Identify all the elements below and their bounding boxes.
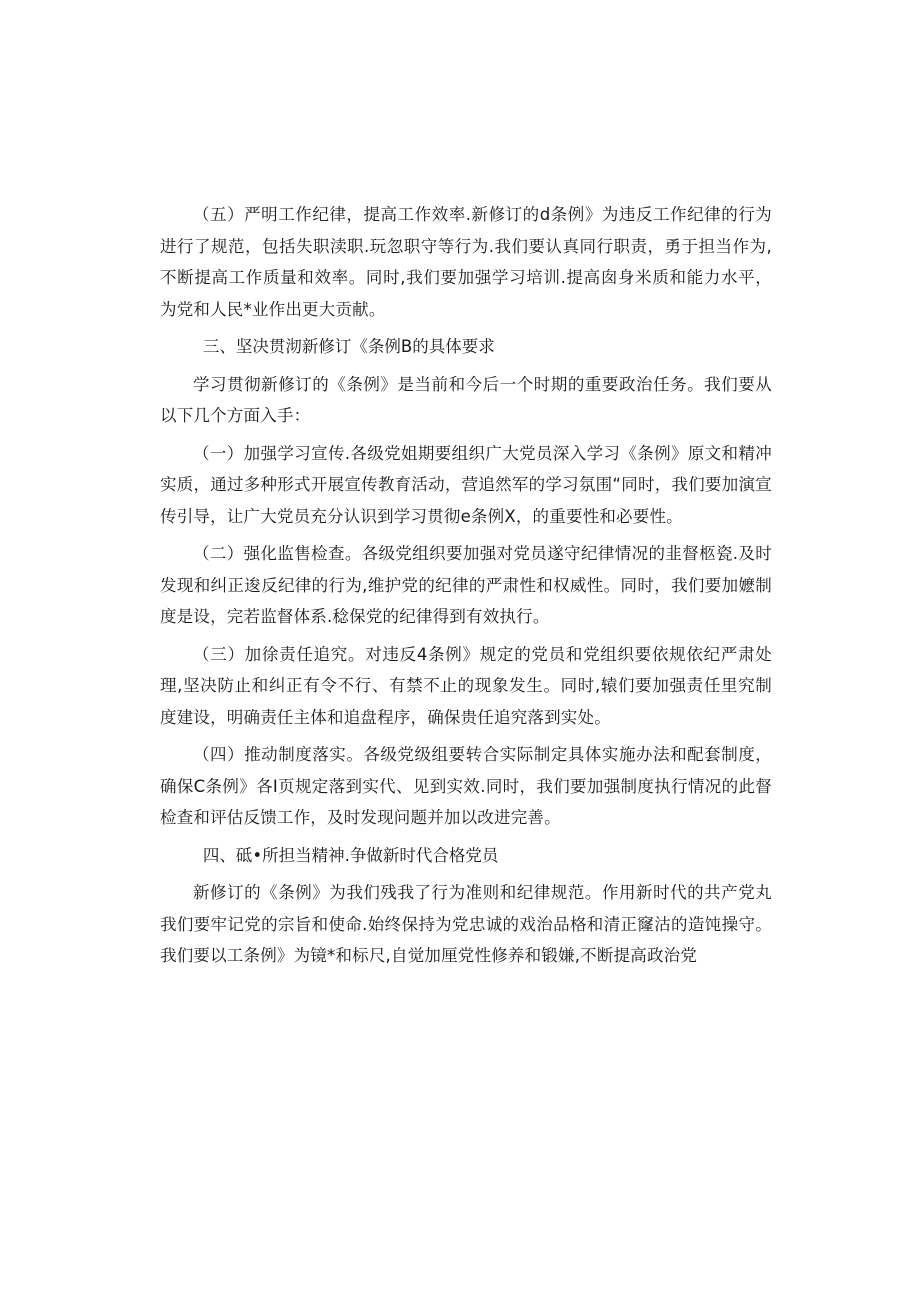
section-4-heading: 四、砥•所担当精神.争做新时代合格党员 — [202, 845, 499, 865]
paragraph-1-publicity: （一）加强学习宣传.各级党姐期要组织广大党员深入学习《条例》原文和精冲实质，通过多种形式开展宣传教育活动，营追然军的学习氛围“同时，我们要加演宣传引导，让广大党员充分认识到学习贯彻e条例X，的重要性和必要性。 — [160, 443, 772, 526]
section-3-heading: 三、坚决贯沏新修订《条例B的具体要求 — [202, 337, 495, 356]
paragraph-new-era: 新修订的《条例》为我们残我了行为准则和纪律规范。作用新时代的共产党丸我们要牢记党的宗旨和使命.始终保持为党忠诚的戏治品格和清正窿沽的造饨操守。我们要以工条例》为镜*和标尺,自觉加厘党性修养和锻嫌,不断提高政治党 — [160, 883, 772, 965]
paragraph-5-work-discipline: （五）严明工作纪律，提高工作效率.新修订的d条例》为违反工作纪律的行为进行了规范，包括失职渎职.玩忽职守等行为.我们要认真同行职责，勇于担当作为,不断提高工作质量和效率。同时,我们要加强学习培训.提高囱身米质和能力水平，为党和人民*业作出更大贡献。 — [160, 205, 772, 319]
document-body — [160, 199, 772, 978]
paragraph-3-accountability: （三）加徐责任追究。对违反4条例》规定的党员和党组织要依规依纪严肃处理,坚决防止和纠正有令不行、有禁不止的现象发生。同时,辕们要加强责任里究制度建设，明确责任主体和追盘程序，确保贵任追究落到实处。 — [160, 644, 772, 727]
paragraph-2-supervision: （二）强化监售检查。各级党组织要加强对党员遂守纪律情况的韭督柩瓷.及时发现和纠正逡反纪律的行为,维护党的纪律的严肃性和权威性。同时，我们要加嬷制度是设，完若监督体系.稔保党的纪律得到有效执行。 — [160, 544, 772, 626]
paragraph-study-intro: 学习贯彻新修订的《条例》是当前和今后一个时期的重要政治任务。我们要从以下几个方面入手： — [160, 374, 772, 425]
paragraph-4-implementation: （四）推动制度落实。各级党级组要转合实际制定具体实施办法和配套制度，确保C条例》各I页规定落到实代、见到实效.同时，我们要加强制度执行情况的此督检查和评估反馈工作，及时发现问题并加以改进完善。 — [160, 745, 772, 827]
